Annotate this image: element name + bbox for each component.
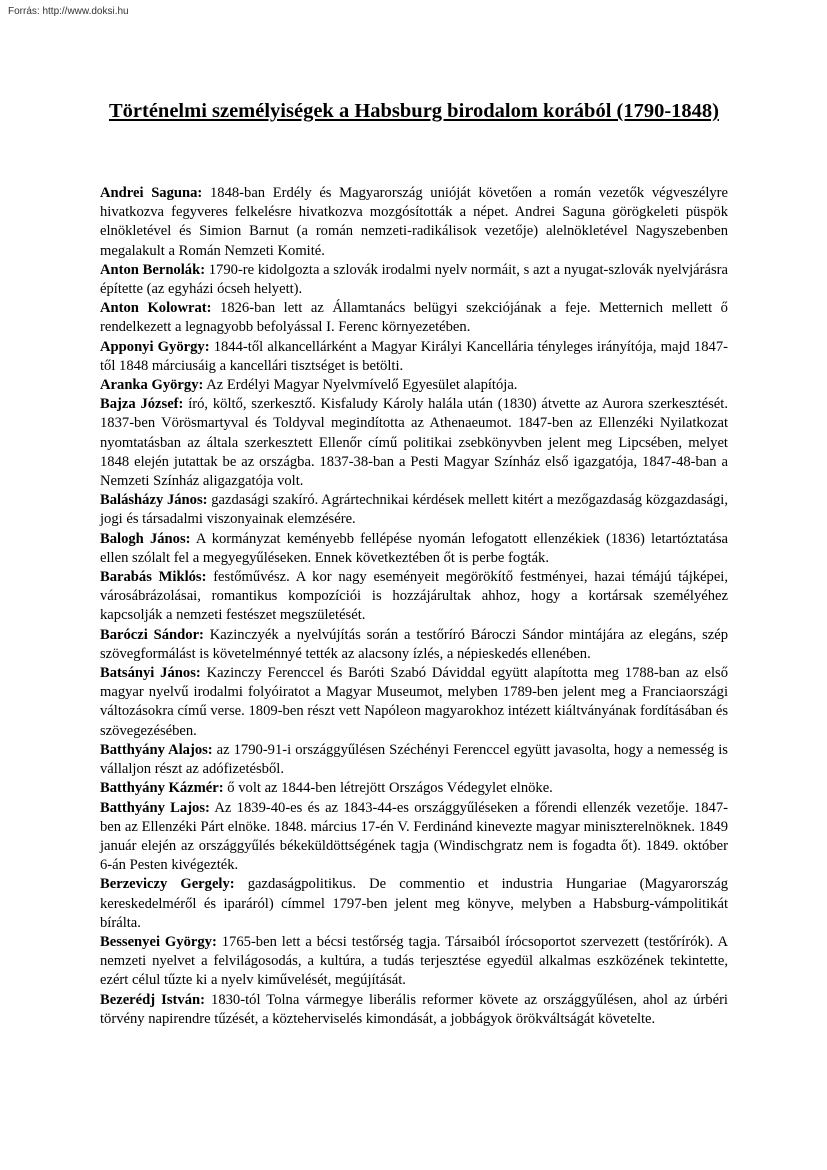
entry [100, 261, 728, 299]
entry [100, 299, 728, 337]
entry-text: Kazinczyék a nyelvújítás során a testőríró Bároczi Sándor mintájára az elegáns, szép szövegformálást is követelménnyé tették az alacsony ízlés, a népieskedés ellenében. [100, 626, 728, 662]
entry-name: Andrei Saguna: [100, 185, 203, 201]
entry-text: gazdaságpolitikus. De commentio et industria Hungariae (Magyarország kereskedelméről és iparáról) címmel 1797-ben jelent meg könyve, melyben a Habsburg-vámpolitikát bírálta. [100, 876, 729, 931]
entry-text: gazdasági szakíró. Agrártechnikai kérdések mellett kitért a mezőgazdaság közgazdasági, jogi és társadalmi viszonyainak elemzésére. [100, 492, 728, 528]
entry [100, 395, 728, 491]
entry-text: író, költő, szerkesztő. Kisfaludy Károly halála után (1830) átvette az Aurora szerkesztését. 1837-ben Vörösmartyval és Toldyval megindította az Athenaeumot. 1847-ben az Ellenzéki Nyilatkozat nyomtatásban az általa szerkesztett Ellenőr című politikai zsebkönyvben jelent meg Lipcsében, melyet 1848 elején jutattak be az országba. 1837-38-ban a Pesti Magyar Színház első igazgatója, 1847-48-ban a Nemzeti Színház aligazgatója volt. [100, 396, 728, 490]
entry-name: Barabás Miklós: [100, 569, 207, 586]
entry-name: Bessenyei György: [100, 933, 217, 950]
entry-text: ő volt az 1844-ben létrejött Országos Védegylet elnöke. [223, 780, 553, 797]
entry [100, 530, 728, 568]
entry-name: Balogh János: [100, 530, 191, 547]
entry [100, 184, 728, 261]
entry [100, 664, 728, 741]
entry-name: Batsányi János: [100, 665, 201, 682]
entry-text: Az 1839-40-es és az 1843-44-es országgyűléseken a főrendi ellenzék vezetője. 1847-ben az Ellenzéki Párt elnöke. 1848. március 17-én V. Ferdinánd kinevezte magyar miniszterelnöknek. 1849 január elején az országgyűlés békeküldöttségének tagja (Windischgratz nem is fogadta őt). 1849. október 6-án Pesten kivégezték. [100, 799, 728, 874]
page-title: Történelmi személyiségek a Habsburg birodalom korából (1790-1848) [108, 100, 720, 122]
entry-name: Batthyány Lajos: [100, 799, 210, 816]
entry [100, 991, 728, 1029]
entry [100, 376, 728, 395]
entry [100, 626, 728, 664]
entry [100, 568, 728, 626]
entry-text: 1844-től alkancellárként a Magyar Királyi Kancellária tényleges irányítója, majd 1847-től 1848 márciusáig a kancellári tisztséget is betölti. [100, 338, 728, 374]
entry [100, 338, 728, 376]
entry-text: festőművész. A kor nagy eseményeit megörökítő festményei, hazai témájú tájképei, városábrázolásai, romantikus kompozíciói is hozzájárultak ahhoz, hogy a kortársak személyéhez kapcsolják a nemzeti festészet megszületését. [100, 569, 728, 624]
entry [100, 741, 728, 779]
entry [100, 799, 728, 876]
entry-name: Batthyány Alajos: [100, 741, 213, 758]
entry-name: Apponyi György: [100, 338, 210, 355]
entry-name: Aranka György: [100, 377, 204, 394]
entry [100, 875, 728, 933]
entry-text: Az Erdélyi Magyar Nyelvmívelő Egyesület alapítója. [203, 377, 518, 394]
entry-name: Anton Bernolák: [100, 261, 206, 278]
entry [100, 933, 728, 991]
entry-name: Berzeviczy Gergely: [100, 876, 235, 893]
entry-text: 1830-tól Tolna vármegye liberális reformer követe az országgyűlésen, ahol az úrbéri törvény napirendre tűzését, a közteherviselés kimondását, a jobbágyok örökváltságát követelte. [100, 991, 728, 1027]
entry-name: Balásházy János: [100, 492, 208, 509]
entry-text: az 1790-91-i országgyűlésen Széchényi Ferenccel együtt javasolta, hogy a nemesség is vállaljon részt az adófizetésből. [100, 741, 728, 778]
entry-text: 1848-ban Erdély és Magyarország unióját követően a román vezetők végveszélyre hivatkozva fegyveres felkelésre hivatkozva mozgósították a népet. Andrei Saguna görögkeleti püspök elnökletével és Simion Barnut (a román nemzeti-radikálisok vezetője) alelnökletével Nagyszebenben megalakult a Román Nemzeti Komité. [100, 185, 729, 259]
entry [100, 779, 728, 798]
entry-list [100, 184, 728, 1029]
entry-name: Bajza József: [100, 396, 184, 413]
entry-text: A kormányzat keményebb fellépése nyomán lefogatott ellenzékiek (1836) letartóztatása ellen szólalt fel a megyegyűléseken. Ennek következtében őt is perbe fogták. [100, 530, 728, 566]
entry-name: Anton Kolowrat: [100, 300, 212, 317]
entry-name: Baróczi Sándor: [100, 626, 204, 643]
entry-text: 1826-ban lett az Államtanács belügyi szekciójának a feje. Metternich mellett ő rendelkezett a legnagyobb befolyással I. Ferenc környezetében. [100, 300, 728, 336]
entry-text: Kazinczy Ferenccel és Baróti Szabó Dáviddal együtt alapította meg 1788-ban az első magyar nyelvű irodalmi folyóiratot a Magyar Museumot, melyben 1789-ben jelent meg a Franciaországi változásokra című verse. 1809-ben részt vett Napóleon magyarokhoz intézett kiáltványának fordításában és szövegezésében. [100, 665, 728, 739]
source-note: Forrás: http://www.doksi.hu [8, 6, 129, 17]
entry [100, 491, 728, 529]
entry-name: Batthyány Kázmér: [100, 780, 224, 797]
entry-text: 1790-re kidolgozta a szlovák irodalmi nyelv normáit, s azt a nyugat-szlovák nyelvjárásra építette (az egyházi ócseh helyett). [100, 261, 728, 298]
entry-text: 1765-ben lett a bécsi testőrség tagja. Társaiból írócsoportot szervezett (testőrírók). A nemzeti nyelvet a felvilágosodás, a kultúra, a tudás terjesztése egyedül alkalmas eszközének tekintette, ezért célul tűzte ki a nyelv kiművelését, megújítását. [100, 933, 728, 989]
entry-name: Bezerédj István: [100, 991, 205, 1008]
